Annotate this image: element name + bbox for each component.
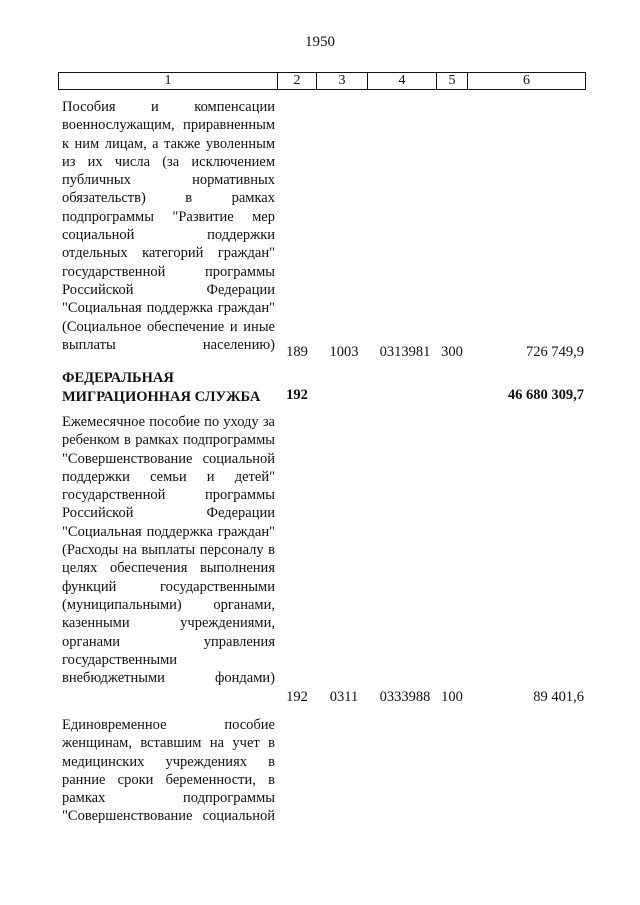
row-col4: 0313981 xyxy=(379,344,431,360)
row-col4: 0333988 xyxy=(379,689,431,705)
page-number: 1950 xyxy=(305,34,335,50)
row-description: Единовременное пособие женщинам, вставшим на учет в медицинских учреждениях в ранние сроки беременности, в рамках подпрограммы "Совершенствование социальной xyxy=(62,717,275,825)
column-header-6: 6 xyxy=(468,73,586,90)
row-col5: 100 xyxy=(441,689,463,705)
row-description: Ежемесячное пособие по уходу за ребенком в рамках подпрограммы "Совершенствование социальной поддержки семьи и детей" государственной программы Российской Федерации "Социальная поддержка граждан" (Расходы на выплаты персоналу в целях обеспечения выполнения функций государственными (муниципальными) органами, казенными учреждениями, органами управления государственными внебюджетными фондами) xyxy=(62,414,275,687)
row-col2: 189 xyxy=(286,344,308,360)
column-header-table xyxy=(58,72,586,90)
column-header-row xyxy=(59,73,586,90)
row-col2: 192 xyxy=(286,387,308,403)
row-col3: 0311 xyxy=(329,689,359,705)
column-header-3: 3 xyxy=(317,73,368,90)
row-col6: 89 401,6 xyxy=(533,689,584,705)
column-header-5: 5 xyxy=(437,73,468,90)
agency-title: ФЕДЕРАЛЬНАЯ МИГРАЦИОННАЯ СЛУЖБА xyxy=(62,370,261,405)
row-col6: 726 749,9 xyxy=(526,344,584,360)
row-description: Пособия и компенсации военнослужащим, приравненным к ним лицам, а также уволенным из их числа (за исключением публичных нормативных обязательств) в рамках подпрограммы "Развитие мер социальной поддержки отдельных категорий граждан" государственной программы Российской Федерации "Социальная поддержка граждан" (Социальное обеспечение и иные выплаты населению) xyxy=(62,99,275,353)
column-header-1: 1 xyxy=(59,73,278,90)
row-col3: 1003 xyxy=(329,344,359,360)
row-col2: 192 xyxy=(286,689,308,705)
row-col6: 46 680 309,7 xyxy=(507,387,584,403)
column-header-2: 2 xyxy=(278,73,317,90)
column-header-4: 4 xyxy=(368,73,437,90)
row-col5: 300 xyxy=(441,344,463,360)
